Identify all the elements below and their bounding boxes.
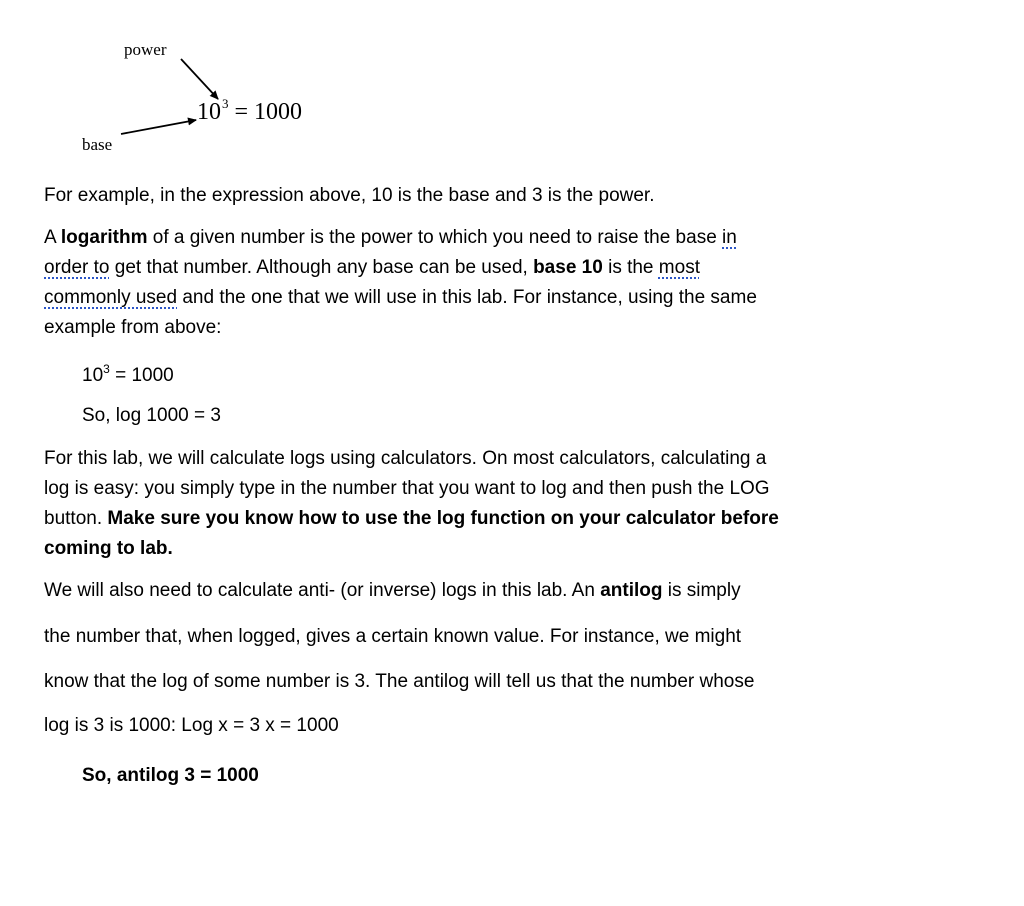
antilog-paragraph-line-1 (44, 576, 844, 606)
diagram-arrows (0, 0, 400, 170)
equation-result: = 1000 (109, 365, 174, 386)
equation-power (82, 361, 882, 392)
grammar-flag[interactable]: order to (44, 257, 110, 278)
base-arrow (121, 120, 196, 134)
text-run: is simply (662, 580, 741, 601)
text-run: get that number. Although any base can be used, (109, 257, 534, 278)
bold-term-logarithm: logarithm (60, 227, 148, 248)
equation-result: = 1000 (228, 99, 303, 125)
text-line (44, 223, 844, 253)
diagram-equation (197, 96, 303, 126)
text-line (44, 253, 844, 283)
grammar-flag[interactable]: commonly used (44, 287, 178, 308)
bold-instruction: Make sure you know how to use the log function on your calculator before (107, 508, 779, 529)
text-run: We will also need to calculate anti- (or inverse) logs in this lab. An (44, 580, 601, 601)
equation-log: So, log 1000 = 3 (82, 405, 221, 426)
antilog-paragraph-line-3: know that the log of some number is 3. The antilog will tell us that the number whose (44, 671, 755, 692)
example-intro-paragraph: For example, in the expression above, 10 is the base and 3 is the power. (44, 185, 655, 206)
text-run: and the one that we will use in this lab. For instance, using the same (177, 287, 757, 308)
grammar-flag[interactable]: in (722, 227, 737, 248)
power-base-diagram (0, 0, 400, 170)
equation-exponent: 3 (103, 362, 110, 376)
calculator-paragraph (44, 444, 844, 564)
text-line: example from above: (44, 317, 222, 338)
text-line: coming to lab. (44, 538, 173, 559)
text-line: log is easy: you simply type in the number that you want to log and then push the LOG (44, 478, 770, 499)
antilog-paragraph-line-2: the number that, when logged, gives a certain known value. For instance, we might (44, 626, 742, 647)
grammar-flag[interactable]: most (658, 257, 700, 278)
text-run: is the (602, 257, 659, 278)
text-run: button. (44, 508, 108, 529)
antilog-paragraph-line-4: log is 3 is 1000: Log x = 3 x = 1000 (44, 715, 339, 736)
bold-term-antilog: antilog (600, 580, 663, 601)
text-run: of a given number is the power to which you need to raise the base (147, 227, 723, 248)
text-line (44, 283, 844, 313)
text-run: A (44, 227, 61, 248)
power-arrow (181, 59, 218, 99)
exponent: 3 (222, 96, 229, 111)
base-number: 10 (197, 99, 221, 125)
text-line (44, 504, 844, 534)
antilog-conclusion: So, antilog 3 = 1000 (82, 765, 259, 786)
logarithm-definition-paragraph (44, 223, 844, 343)
bold-term-base-10: base 10 (533, 257, 603, 278)
base-label: base (82, 135, 113, 154)
power-label: power (124, 40, 167, 59)
equation-base: 10 (82, 365, 104, 386)
text-line: For this lab, we will calculate logs using calculators. On most calculators, calculating a (44, 448, 767, 469)
